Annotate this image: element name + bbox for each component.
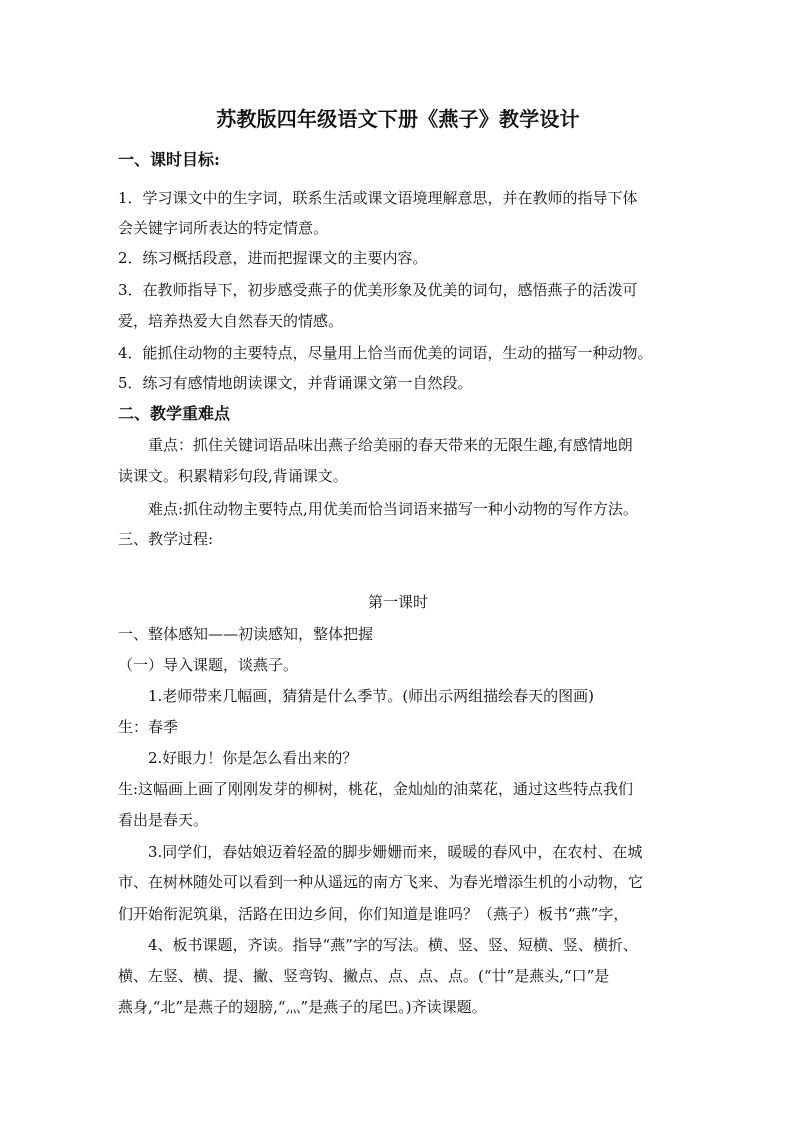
goal-line-3: 3．在教师指导下，初步感受燕子的优美形象及优美的词句，感悟燕子的活泼可 [118, 281, 638, 299]
section-heading-goals: 一、课时目标: [118, 150, 220, 169]
goal-line-1-continued: 会关键字词所表达的特定情意。 [118, 219, 329, 237]
student-answer-1: 生：春季 [118, 718, 179, 736]
lesson-title: 第一课时 [367, 593, 428, 611]
goal-line-4: 4．能抓住动物的主要特点，尽量用上恰当而优美的词语，生动的描写一种动物。 [118, 344, 653, 362]
document-page [118, 92, 678, 1032]
section-heading-process: 三、教学过程: [118, 530, 214, 548]
step-4: 4、板书课题，齐读。指导“燕”字的写法。横、竖、竖、短横、竖、横折、 [148, 936, 638, 954]
step-3-continued-2: 们开始衔泥筑巢，活路在田边乡间，你们知道是谁吗？（燕子）板书“燕”字， [118, 905, 629, 923]
sub-heading: （一）导入课题，谈燕子。 [118, 656, 299, 674]
goal-line-2: 2．练习概括段意，进而把握课文的主要内容。 [118, 249, 428, 267]
step-2: 2.好眼力！你是怎么看出来的？ [148, 749, 358, 767]
step-4-continued-2: 燕身,“北”是燕子的翅膀,“灬”是燕子的尾巴。)齐读课题。 [118, 998, 487, 1016]
step-3: 3.同学们，春姑娘迈着轻盈的脚步姗姗而来，暖暖的春风中，在农村、在城 [148, 843, 643, 861]
step-1: 1.老师带来几幅画，猜猜是什么季节。(师出示两组描绘春天的图画) [148, 687, 595, 705]
part-heading: 一、整体感知——初读感知，整体把握 [118, 625, 374, 643]
section-heading-key-points: 二、教学重难点 [118, 404, 231, 423]
step-3-continued-1: 市、在树林随处可以看到一种从遥远的南方飞来、为春光增添生机的小动物，它 [118, 873, 644, 891]
goal-line-1: 1．学习课文中的生字词，联系生活或课文语境理解意思，并在教师的指导下体 [118, 189, 638, 207]
key-point-line-1-continued: 读课文。积累精彩句段,背诵课文。 [118, 467, 348, 485]
student-answer-2-continued: 看出是春天。 [118, 811, 209, 829]
document-title: 苏教版四年级语文下册《燕子》教学设计 [216, 107, 580, 131]
goal-line-3-continued: 爱，培养热爱大自然春天的情感。 [118, 312, 344, 330]
key-point-line-1: 重点：抓住关键词语品味出燕子给美丽的春天带来的无限生趣,有感情地朗 [148, 436, 633, 454]
goal-line-5: 5．练习有感情地朗读课文，并背诵课文第一自然段。 [118, 374, 473, 392]
difficulty-line: 难点:抓住动物主要特点,用优美而恰当词语来描写一种小动物的写作方法。 [148, 500, 638, 518]
step-4-continued-1: 横、左竖、横、提、撇、竖弯钩、撇点、点、点、点。(“廿”是燕头,“口”是 [118, 967, 610, 985]
student-answer-2: 生:这幅画上画了刚刚发芽的柳树，桃花，金灿灿的油菜花，通过这些特点我们 [118, 780, 634, 798]
